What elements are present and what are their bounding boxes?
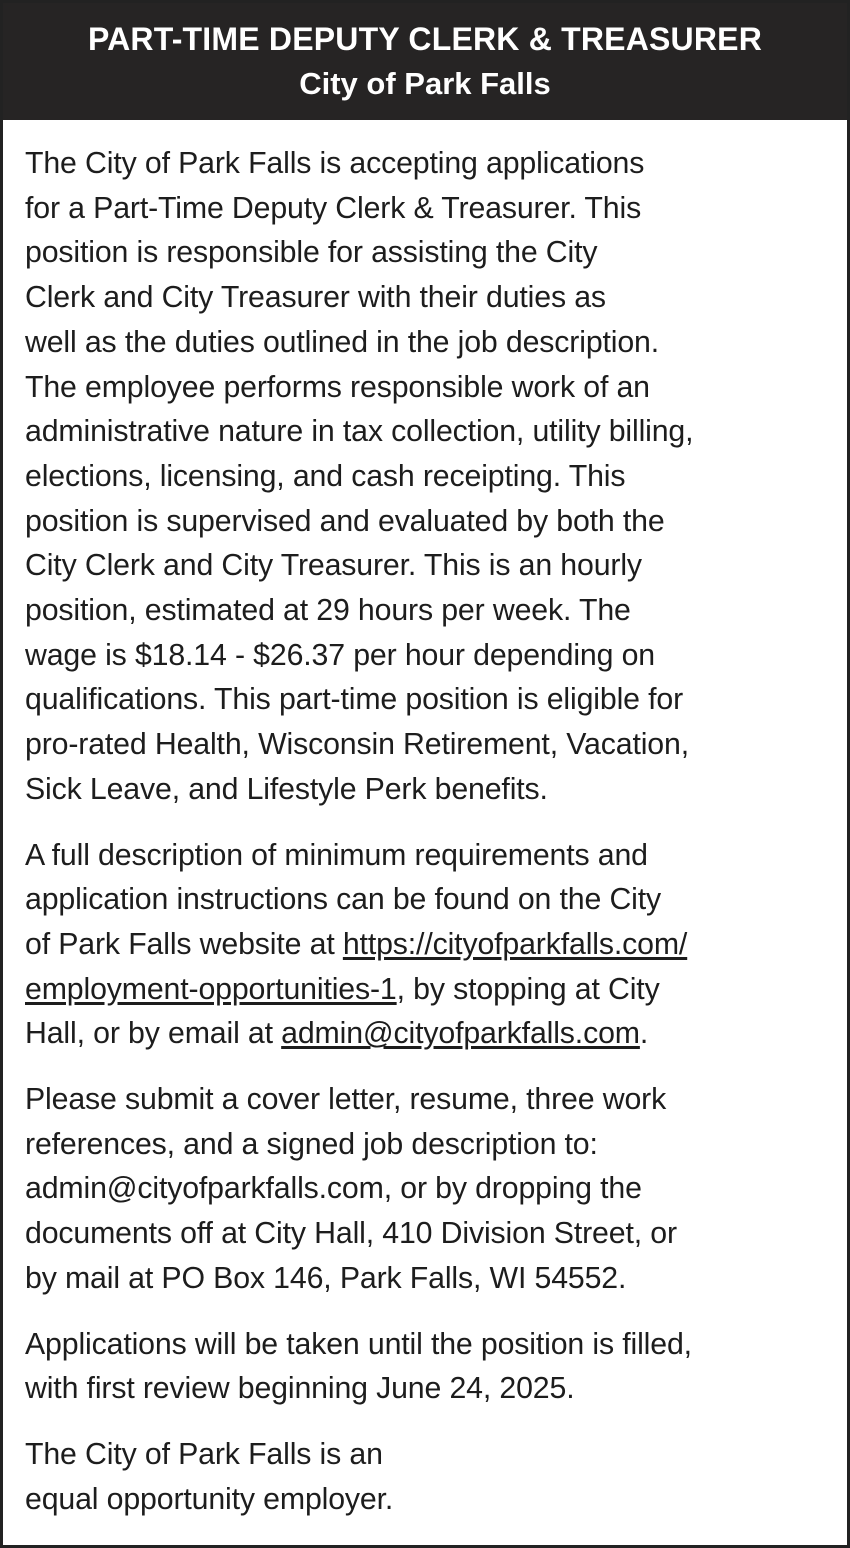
email-link[interactable]: admin@cityofparkfalls.com	[281, 1017, 640, 1051]
text-line: elections, licensing, and cash receipting. This	[25, 459, 626, 493]
equal-opportunity-paragraph	[25, 1433, 829, 1522]
text-line: position, estimated at 29 hours per week. The	[25, 594, 631, 628]
text-line: Please submit a cover letter, resume, three work	[25, 1083, 667, 1117]
application-info-paragraph	[25, 834, 829, 1058]
text-fragment: Hall, or by email at	[25, 1017, 282, 1051]
text-line: Clerk and City Treasurer with their duties as	[25, 281, 606, 315]
text-line: well as the duties outlined in the job description.	[25, 325, 660, 359]
text-line: documents off at City Hall, 410 Division Street, or	[25, 1217, 677, 1251]
text-line: pro-rated Health, Wisconsin Retirement, Vacation,	[25, 728, 689, 762]
text-line: position is supervised and evaluated by both the	[25, 504, 665, 538]
text-line: admin@cityofparkfalls.com, or by dropping the	[25, 1172, 642, 1206]
text-line	[25, 968, 829, 1013]
text-line: position is responsible for assisting the City	[25, 236, 598, 270]
text-line: A full description of minimum requirements and	[25, 838, 648, 872]
text-line: The City of Park Falls is an	[25, 1437, 383, 1471]
website-link-continued[interactable]: employment-opportunities-1	[25, 972, 397, 1006]
text-line: qualifications. This part-time position is eligible for	[25, 683, 684, 717]
text-line: City Clerk and City Treasurer. This is an hourly	[25, 549, 642, 583]
website-link[interactable]: https://cityofparkfalls.com/	[342, 927, 688, 961]
text-fragment: of Park Falls website at	[25, 927, 343, 961]
text-line: Applications will be taken until the position is filled,	[25, 1327, 692, 1361]
ad-body	[3, 120, 847, 1522]
deadline-paragraph	[25, 1323, 829, 1412]
text-line: The City of Park Falls is accepting applications	[25, 147, 645, 180]
position-description-paragraph	[25, 142, 829, 813]
ad-subtitle: City of Park Falls	[299, 66, 551, 101]
text-line	[25, 923, 829, 968]
text-line	[25, 1012, 829, 1057]
text-fragment: , by stopping at City	[396, 972, 660, 1006]
text-line: for a Part-Time Deputy Clerk & Treasurer. This	[25, 191, 642, 225]
text-line: administrative nature in tax collection, utility billing,	[25, 415, 694, 449]
text-line: by mail at PO Box 146, Park Falls, WI 54552.	[25, 1261, 627, 1295]
text-line: application instructions can be found on the City	[25, 883, 662, 917]
text-line: The employee performs responsible work of an	[25, 370, 650, 404]
text-line: references, and a signed job description to:	[25, 1127, 598, 1161]
ad-title: PART-TIME DEPUTY CLERK & TREASURER	[87, 21, 763, 57]
submission-instructions-paragraph	[25, 1078, 829, 1302]
ad-header	[3, 3, 847, 120]
text-line: wage is $18.14 - $26.37 per hour depending on	[25, 638, 655, 672]
text-line: Sick Leave, and Lifestyle Perk benefits.	[25, 772, 548, 806]
text-fragment: .	[639, 1017, 649, 1051]
text-line: with first review beginning June 24, 2025.	[25, 1372, 575, 1406]
text-line: equal opportunity employer.	[25, 1482, 394, 1516]
